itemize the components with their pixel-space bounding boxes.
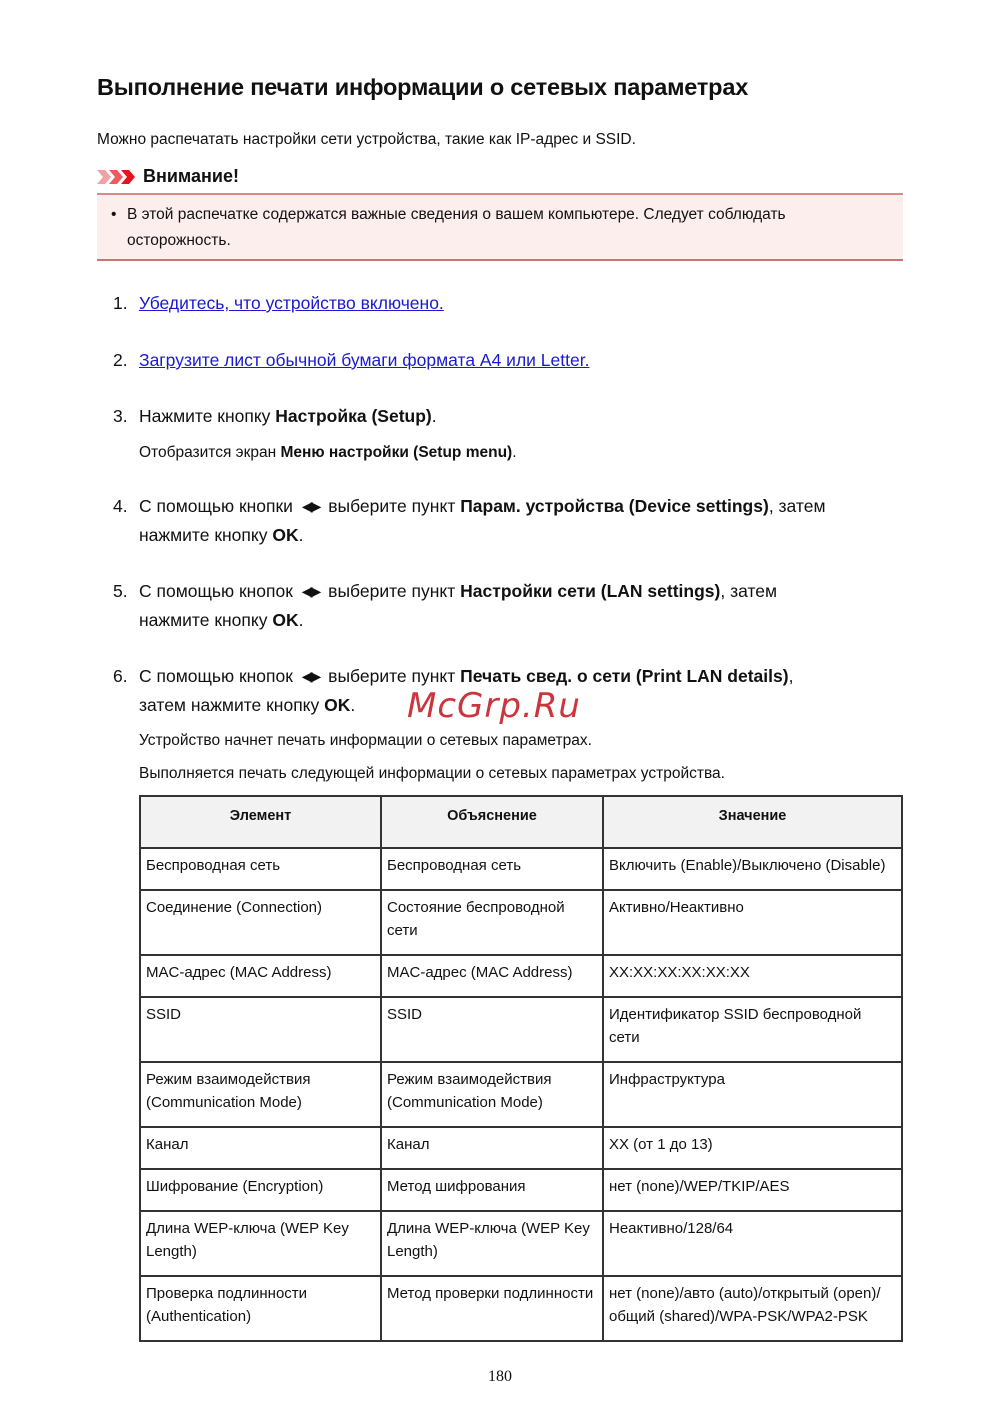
step-text: С помощью кнопок [139,581,298,601]
cell-explanation: Длина WEP-ключа (WEP Key Length) [381,1211,603,1276]
step-4 [113,492,903,550]
step-number: 5. [113,581,128,601]
cell-value: Неактивно/128/64 [603,1211,902,1276]
step-3 [113,402,903,431]
table-row [140,1211,902,1276]
table-row [140,890,902,955]
intro-text: Можно распечатать настройки сети устройства, такие как IP-адрес и SSID. [97,131,636,148]
header-value: Значение [603,796,902,848]
step-number: 6. [113,666,128,686]
cell-value: XX:XX:XX:XX:XX:XX [603,955,902,997]
cell-element: Соединение (Connection) [140,890,381,955]
caution-text: В этой распечатке содержатся важные сведения о вашем компьютере. Следует соблюдать осторожность. [127,206,786,249]
step-text: выберите пункт [323,666,461,686]
step-1 [113,289,903,318]
step-text: нажмите кнопку [139,525,273,545]
step-text: нажмите кнопку [139,610,273,630]
cell-element: Канал [140,1127,381,1169]
cell-element: MAC-адрес (MAC Address) [140,955,381,997]
table-row [140,848,902,890]
cell-value: нет (none)/авто (auto)/открытый (open)/ общий (shared)/WPA-PSK/WPA2-PSK [603,1276,902,1341]
step-6-note-2: Выполняется печать следующей информации о сетевых параметрах устройства. [139,765,725,782]
step-text: , [788,666,794,686]
bullet: • [111,206,117,223]
cell-element: Проверка подлинности (Authentication) [140,1276,381,1341]
cell-explanation: Состояние беспроводной сети [381,890,603,955]
cell-explanation: SSID [381,997,603,1062]
cell-value: Идентификатор SSID беспроводной сети [603,997,902,1062]
setup-button-name: Настройка (Setup) [275,406,432,426]
header-element: Элемент [140,796,381,848]
step-text: С помощью кнопки [139,496,298,516]
page-number: 180 [488,1368,512,1385]
step-text: , затем [720,581,778,601]
triple-chevron-caution-icon [97,168,137,186]
cell-element: Шифрование (Encryption) [140,1169,381,1211]
left-right-arrows-icon: ◀▶ [301,583,320,599]
step-number: 4. [113,496,128,516]
menu-item-name: Настройки сети (LAN settings) [460,581,721,601]
caution-box [97,193,903,261]
link-load-paper[interactable]: Загрузите лист обычной бумаги формата A4 или Letter. [139,350,590,370]
cell-value: Включить (Enable)/Выключено (Disable) [603,848,902,890]
step-3-note [139,444,517,462]
cell-explanation: Беспроводная сеть [381,848,603,890]
header-explanation: Объяснение [381,796,603,848]
setup-menu-name: Меню настройки (Setup menu) [280,444,513,461]
step-2 [113,346,903,375]
step-text: , затем [768,496,826,516]
note-text: Отобразится экран [139,444,281,461]
punct: . [298,610,304,630]
link-check-power[interactable]: Убедитесь, что устройство включено. [139,293,444,313]
table-row [140,1062,902,1127]
step-text: Нажмите кнопку [139,406,276,426]
punct: . [350,695,356,715]
ok-button-name: OK [272,525,299,545]
punct: . [298,525,304,545]
ok-button-name: OK [324,695,351,715]
step-number: 2. [113,350,128,370]
network-info-table [139,795,903,1342]
cell-value: XX (от 1 до 13) [603,1127,902,1169]
cell-value: Инфраструктура [603,1062,902,1127]
table-row [140,1169,902,1211]
step-5 [113,577,903,635]
step-text: выберите пункт [323,496,461,516]
table-row [140,997,902,1062]
table-row [140,955,902,997]
step-text: С помощью кнопок [139,666,298,686]
menu-item-name: Печать свед. о сети (Print LAN details) [460,666,789,686]
cell-element: Беспроводная сеть [140,848,381,890]
left-right-arrows-icon: ◀▶ [301,498,320,514]
cell-element: SSID [140,997,381,1062]
ok-button-name: OK [272,610,299,630]
menu-item-name: Парам. устройства (Device settings) [460,496,769,516]
caution-heading [97,166,239,187]
step-text: выберите пункт [323,581,461,601]
page-title: Выполнение печати информации о сетевых параметрах [97,74,749,100]
punct: . [512,444,517,461]
cell-explanation: MAC-адрес (MAC Address) [381,955,603,997]
cell-explanation: Канал [381,1127,603,1169]
punct: . [431,406,437,426]
caution-title: Внимание! [143,166,239,186]
cell-value: Активно/Неактивно [603,890,902,955]
cell-explanation: Метод проверки подлинности [381,1276,603,1341]
step-text: затем нажмите кнопку [139,695,325,715]
cell-explanation: Режим взаимодействия (Communication Mode) [381,1062,603,1127]
table-row [140,1276,902,1341]
watermark: McGrp.Ru [407,686,581,726]
cell-element: Длина WEP-ключа (WEP Key Length) [140,1211,381,1276]
table-header-row [140,796,902,848]
cell-explanation: Метод шифрования [381,1169,603,1211]
step-number: 1. [113,293,128,313]
table-row [140,1127,902,1169]
cell-value: нет (none)/WEP/TKIP/AES [603,1169,902,1211]
cell-element: Режим взаимодействия (Communication Mode) [140,1062,381,1127]
step-6-note-1: Устройство начнет печать информации о сетевых параметрах. [139,732,592,749]
left-right-arrows-icon: ◀▶ [301,668,320,684]
step-number: 3. [113,406,128,426]
